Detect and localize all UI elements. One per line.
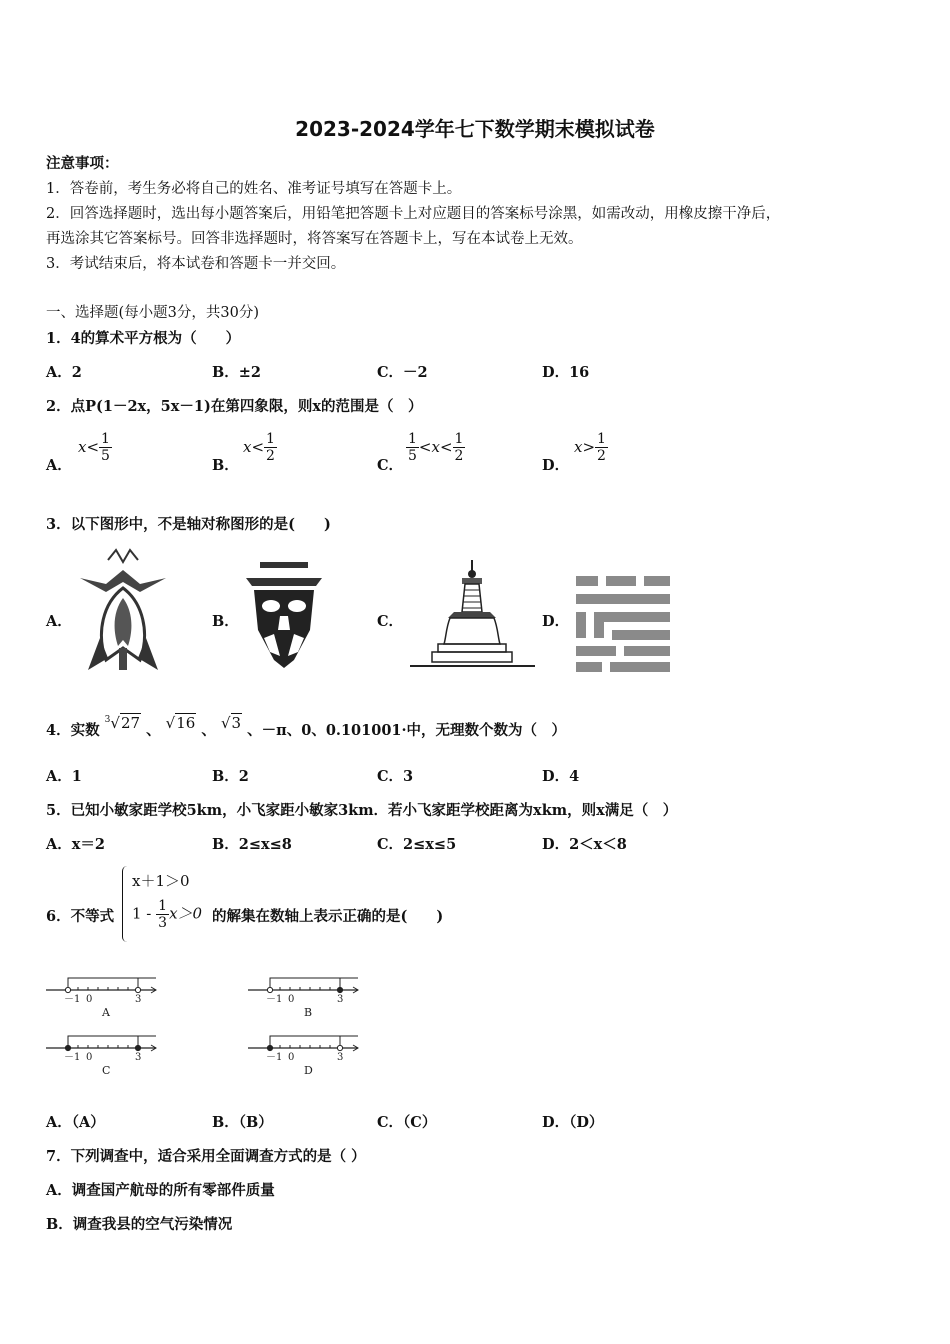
panel-label: B (304, 1006, 313, 1019)
endpoint-right (337, 1045, 342, 1050)
tick-label: 0 (288, 994, 295, 1005)
q2-letter-c: C． (377, 457, 404, 474)
q5-option-a: A．x＝2 (46, 836, 105, 853)
q3-letter-c: C． (377, 613, 404, 630)
q4-prefix: 4．实数 (46, 722, 100, 739)
root-index: 3 (104, 715, 111, 725)
endpoint-right (135, 987, 140, 992)
panel-label: C (102, 1064, 111, 1077)
frac-denominator: 2 (454, 448, 464, 464)
q1-option-d: D．16 (542, 364, 590, 381)
question-6-prefix: 6．不等式 (46, 908, 115, 925)
inequality-line-2 (132, 898, 202, 931)
cube-root-27: $^3$√27 (104, 714, 141, 732)
q2-option-b-math (243, 431, 277, 464)
q3-letter-d: D． (542, 613, 570, 630)
frac-denominator: 2 (266, 448, 275, 464)
frac-denominator: 5 (101, 448, 110, 464)
endpoint-left (65, 1045, 70, 1050)
frac-denominator: 2 (597, 448, 606, 464)
number-line-figure (44, 970, 364, 1080)
page-title: 2023-2024学年七下数学期末模拟试卷 (295, 117, 655, 141)
q2-letter-a: A． (46, 457, 72, 474)
endpoint-right (337, 987, 342, 992)
note-line: 3．考试结束后，将本试卷和答题卡一并交回。 (46, 256, 346, 272)
q6-option-a: A．（A） (46, 1114, 105, 1131)
frac-numerator: 1 (266, 431, 275, 447)
q1-option-c: C．－2 (377, 364, 428, 381)
system-brace (122, 866, 127, 942)
tick-label: 3 (337, 994, 344, 1005)
frac-numerator: 1 (597, 431, 606, 447)
frac-numerator: 1 (101, 431, 110, 447)
separator: 、 (146, 722, 161, 739)
less-than: < (418, 438, 432, 456)
tick-label: 3 (135, 994, 142, 1005)
less-than: < (86, 438, 100, 456)
q5-option-b: B．2≤x≤8 (212, 836, 292, 853)
tick-label: －1 (266, 994, 283, 1005)
note-line: 再选涂其它答案标号。回答非选择题时，将答案写在答题卡上，写在本试卷上无效。 (46, 231, 583, 247)
q4-option-c: C．3 (377, 768, 414, 785)
tick-label: 3 (135, 1052, 142, 1063)
less-than: < (439, 438, 453, 456)
question-5-stem: 5．已知小敏家距学校5km，小飞家距小敏家3km．若小飞家距学校距离为xkm，则x满足（ ） (46, 802, 678, 819)
endpoint-right (135, 1045, 140, 1050)
solution-bar (270, 1036, 358, 1048)
radicand: 16 (176, 714, 196, 732)
solution-bar (270, 978, 358, 990)
notes-heading: 注意事项： (46, 155, 119, 172)
frac-numerator: 1 (454, 431, 464, 447)
q6-option-d: D．（D） (542, 1114, 604, 1131)
q7-option-a: A．调查国产航母的所有零部件质量 (46, 1182, 275, 1199)
q2-option-d-math (574, 431, 608, 464)
q3-letter-a: A． (46, 613, 72, 630)
figure-a-ornament (78, 548, 168, 673)
tick-label: －1 (64, 994, 81, 1005)
radicand: 3 (231, 714, 242, 732)
less-than: < (251, 438, 265, 456)
q4-option-a: A．1 (46, 768, 82, 785)
q5-option-c: C．2≤x≤5 (377, 836, 457, 853)
line-2-prefix: 1 - (132, 904, 157, 923)
figure-c-pagoda (410, 558, 535, 670)
endpoint-left (65, 987, 70, 992)
radicand: 27 (120, 714, 141, 732)
question-6-suffix: 的解集在数轴上表示正确的是( ) (212, 908, 444, 925)
figure-b-mask (244, 560, 324, 670)
tick-label: 3 (337, 1052, 344, 1063)
question-3-stem: 3．以下图形中，不是轴对称图形的是( ) (46, 516, 331, 533)
solution-bar (68, 978, 156, 990)
var-x: x (243, 438, 252, 456)
var-x: x (78, 438, 87, 456)
section-heading: 一、选择题(每小题3分，共30分) (46, 305, 259, 321)
endpoint-left (267, 987, 272, 992)
tick-label: －1 (266, 1052, 283, 1063)
sqrt-16: √16 (165, 714, 196, 732)
q2-letter-b: B． (212, 457, 239, 474)
frac-numerator: 1 (408, 431, 417, 447)
frac-denominator: 3 (158, 915, 168, 931)
greater-than: > (582, 438, 596, 456)
panel-label: A (102, 1006, 110, 1019)
question-7-stem: 7．下列调查中，适合采用全面调查方式的是（ ） (46, 1148, 366, 1165)
q2-option-a-math (78, 431, 112, 464)
line-2-suffix: x＞0 (169, 904, 203, 923)
figure-d-pattern (576, 576, 670, 672)
inequality-line-1: x＋1＞0 (132, 872, 190, 890)
tick-label: 0 (288, 1052, 295, 1063)
solution-bar (68, 1036, 156, 1048)
q2-option-c-math (406, 431, 465, 464)
frac-numerator: 1 (158, 898, 168, 914)
q1-option-b: B．±2 (212, 364, 261, 381)
question-2-stem: 2．点P(1－2x，5x－1)在第四象限，则x的范围是（ ） (46, 398, 423, 415)
note-line: 2．回答选择题时，选出每小题答案后，用铅笔把答题卡上对应题目的答案标号涂黑，如需改动，用橡皮擦干净后， (46, 206, 781, 222)
frac-denominator: 5 (408, 448, 417, 464)
q2-letter-d: D． (542, 457, 570, 474)
question-1-stem: 1．4的算术平方根为（ ） (46, 330, 241, 347)
q4-suffix: 、－π、0、0.101001·中，无理数个数为（ ） (247, 722, 567, 739)
var-x: x (574, 438, 583, 456)
q6-option-b: B．（B） (212, 1114, 273, 1131)
q3-letter-b: B． (212, 613, 239, 630)
q4-option-b: B．2 (212, 768, 249, 785)
tick-label: 0 (86, 994, 93, 1005)
q4-option-d: D．4 (542, 768, 580, 785)
note-line: 1．答卷前，考生务必将自己的姓名、准考证号填写在答题卡上。 (46, 181, 462, 197)
q1-option-a: A．2 (46, 364, 82, 381)
q6-option-c: C．（C） (377, 1114, 437, 1131)
separator: 、 (201, 722, 216, 739)
q5-option-d: D．2＜x＜8 (542, 836, 627, 853)
tick-label: 0 (86, 1052, 93, 1063)
sqrt-3: √3 (220, 714, 242, 732)
panel-label: D (304, 1064, 313, 1077)
q7-option-b: B．调查我县的空气污染情况 (46, 1216, 233, 1233)
tick-label: －1 (64, 1052, 81, 1063)
endpoint-left (267, 1045, 272, 1050)
var-x: x (431, 438, 440, 456)
question-4-stem (46, 712, 567, 739)
